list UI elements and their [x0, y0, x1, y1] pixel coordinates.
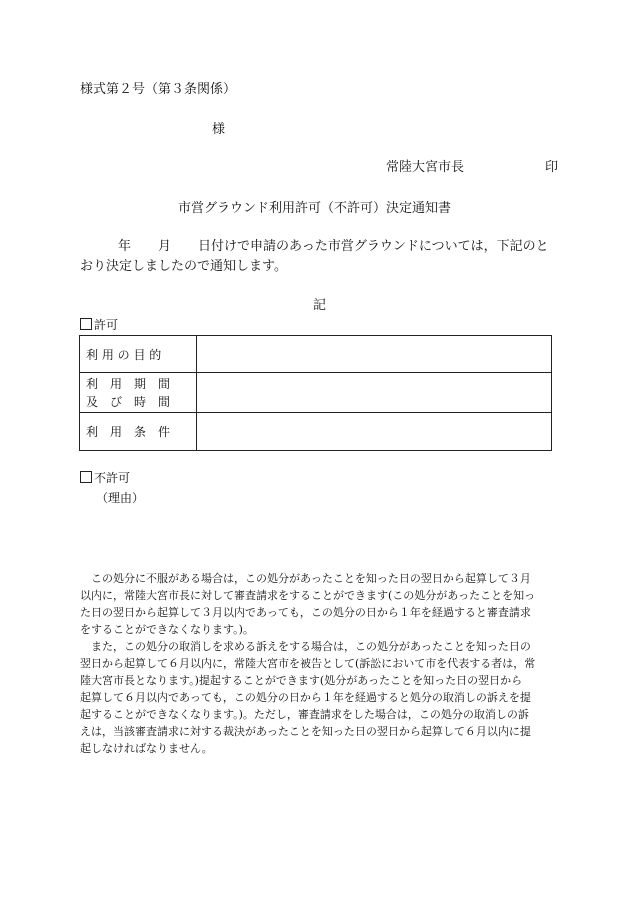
table-row	[80, 413, 552, 451]
body-year: 年	[118, 239, 132, 254]
table-label-period-line2: 及 び 時 間	[86, 394, 171, 409]
notice-line: 翌日から起算して６月以内に，常陸大宮市を被告として(訴訟において市を代表する者は，常	[80, 657, 536, 670]
table-value-conditions[interactable]	[197, 413, 552, 451]
permit-option[interactable]	[80, 318, 118, 333]
table-label-purpose: 利 用 の 目 的	[80, 336, 197, 373]
table-row	[80, 373, 552, 413]
notice-line: 起算して６月以内であっても，この処分の日から１年を経過すると処分の取消しの訴えを提	[80, 691, 531, 704]
notice-line: えは，当該審査請求に対する裁決があったことを知った日の翌日から起算して６月以内に提	[80, 725, 531, 738]
issuer-name: 常陸大宮市長	[386, 160, 465, 175]
notice-line: また，この処分の取消しを求める訴えをする場合は，この処分があったことを知った日の	[91, 640, 531, 653]
table-value-period[interactable]	[197, 373, 552, 413]
denial-label: 不許可	[94, 471, 131, 485]
notice-line: この処分に不服がある場合は，この処分があったことを知った日の翌日から起算して３月	[91, 572, 531, 585]
reason-label: （理由）	[96, 491, 145, 505]
ki-heading: 記	[313, 298, 327, 313]
permit-label: 許可	[94, 318, 119, 332]
body-line2: おり決定しましたので通知します。	[80, 259, 287, 274]
table-label-period	[80, 373, 197, 413]
notice-line: 起しなければなりません。	[80, 742, 213, 755]
notice-line: をすることができなくなります。)。	[80, 623, 254, 636]
table-label-conditions: 利 用 条 件	[80, 413, 197, 451]
denial-option[interactable]	[80, 471, 130, 486]
notice-line: 以内に，常陸大宮市長に対して審査請求をすることができます(この処分があったことを知っ	[80, 589, 536, 602]
body-month: 月	[158, 239, 172, 254]
document-title: 市営グラウンド利用許可（不許可）決定通知書	[178, 201, 452, 216]
conditions-table	[79, 335, 552, 451]
table-row	[80, 336, 552, 373]
permit-checkbox[interactable]	[80, 318, 92, 330]
notice-line: 起することができなくなります。)。ただし，審査請求をした場合は，この処分の取消しの訴	[80, 708, 529, 721]
notice-paragraph-2	[80, 638, 560, 757]
body-line1-rest: 日付けで申請のあった市営グラウンドについては，下記のと	[198, 239, 549, 254]
table-value-purpose[interactable]	[197, 336, 552, 373]
seal-mark: 印	[545, 160, 559, 175]
notice-line: た日の翌日から起算して３月以内であっても，この処分の日から１年を経過すると審査請求	[80, 606, 531, 619]
table-label-period-line1: 利 用 期 間	[86, 376, 171, 391]
denial-checkbox[interactable]	[80, 471, 92, 483]
form-number: 様式第２号（第３条関係）	[80, 82, 237, 97]
addressee-suffix: 様	[212, 122, 226, 137]
notice-line: 陸大宮市長となります。)提起することができます(処分があったことを知った日の翌日から	[80, 674, 523, 687]
notice-paragraph-1	[80, 570, 560, 638]
appeal-notice	[80, 570, 560, 757]
